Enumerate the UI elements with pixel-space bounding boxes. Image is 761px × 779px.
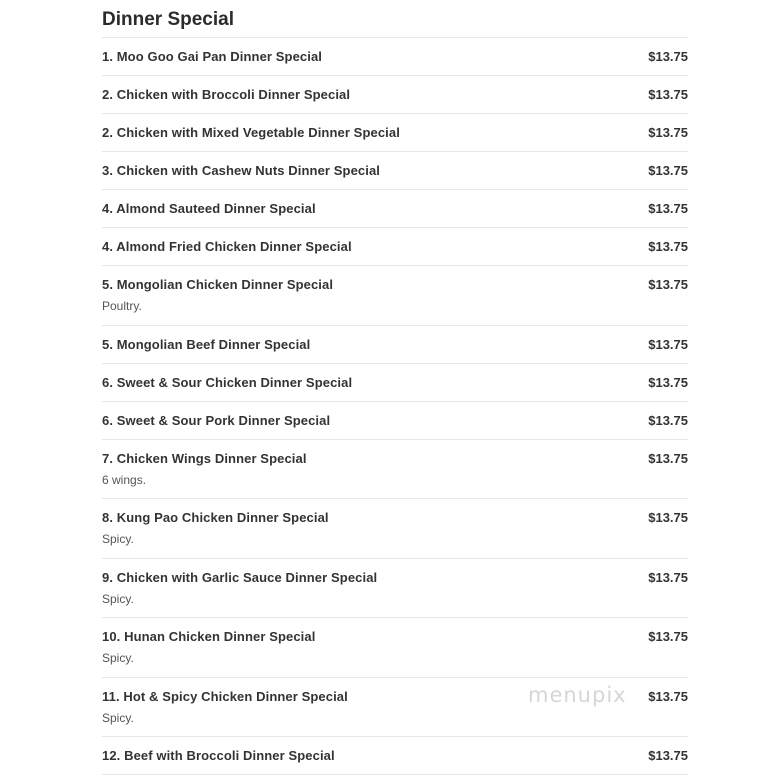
menu-item-description: Poultry. bbox=[102, 299, 142, 313]
menu-item-price: $13.75 bbox=[648, 412, 688, 428]
menu-item-name: 5. Mongolian Beef Dinner Special bbox=[102, 336, 311, 352]
menu-item[interactable] bbox=[102, 499, 688, 559]
menu-item[interactable] bbox=[102, 266, 688, 326]
menu-section bbox=[102, 0, 688, 775]
menu-item-name: 6. Sweet & Sour Pork Dinner Special bbox=[102, 412, 331, 428]
menu-item-price: $13.75 bbox=[648, 336, 688, 352]
menu-item-price: $13.75 bbox=[648, 239, 688, 254]
menu-item[interactable] bbox=[102, 402, 688, 440]
menu-item-list bbox=[102, 38, 688, 775]
menu-item-name: 4. Almond Fried Chicken Dinner Special bbox=[102, 239, 352, 254]
menu-item[interactable] bbox=[102, 737, 688, 775]
menu-item-description: 6 wings. bbox=[102, 472, 147, 487]
menu-item-description: Spicy. bbox=[102, 710, 134, 725]
menu-item-price: $13.75 bbox=[648, 49, 688, 64]
menu-item-name: 2. Chicken with Mixed Vegetable Dinner Special bbox=[102, 125, 400, 140]
menu-item-price: $13.75 bbox=[648, 748, 688, 763]
menu-item[interactable] bbox=[102, 326, 688, 364]
menu-item[interactable] bbox=[102, 618, 688, 678]
menu-item[interactable] bbox=[102, 228, 688, 266]
menu-item-name: 2. Chicken with Broccoli Dinner Special bbox=[102, 87, 351, 102]
menu-item-name: 3. Chicken with Cashew Nuts Dinner Special bbox=[102, 163, 380, 178]
menu-item-description: Spicy. bbox=[102, 532, 134, 546]
menu-item-price: $13.75 bbox=[648, 629, 688, 644]
menu-item-name: 11. Hot & Spicy Chicken Dinner Special bbox=[102, 688, 348, 704]
menu-item-price: $13.75 bbox=[648, 87, 688, 102]
menu-item-price: $13.75 bbox=[648, 277, 688, 292]
menu-item-description: Spicy. bbox=[102, 651, 134, 665]
menu-item-name: 4. Almond Sauteed Dinner Special bbox=[102, 201, 316, 216]
watermark-logo: menupix bbox=[528, 683, 627, 707]
menu-item[interactable] bbox=[102, 38, 688, 76]
menu-item-price: $13.75 bbox=[648, 201, 688, 216]
menu-item-name: 5. Mongolian Chicken Dinner Special bbox=[102, 277, 334, 292]
menu-item-price: $13.75 bbox=[648, 510, 688, 525]
menu-item[interactable] bbox=[102, 364, 688, 402]
menu-item-name: 10. Hunan Chicken Dinner Special bbox=[102, 629, 316, 644]
menu-item-name: 7. Chicken Wings Dinner Special bbox=[102, 450, 307, 466]
menu-item-name: 8. Kung Pao Chicken Dinner Special bbox=[102, 510, 329, 525]
menu-item[interactable] bbox=[102, 114, 688, 152]
menu-item-name: 12. Beef with Broccoli Dinner Special bbox=[102, 748, 335, 763]
menu-item-price: $13.75 bbox=[648, 450, 688, 466]
menu-item-price: $13.75 bbox=[648, 163, 688, 178]
menu-item-price: $13.75 bbox=[648, 569, 688, 585]
menu-item[interactable] bbox=[102, 152, 688, 190]
menu-item-description: Spicy. bbox=[102, 591, 134, 606]
menu-item-name: 1. Moo Goo Gai Pan Dinner Special bbox=[102, 49, 323, 64]
menu-item-name: 9. Chicken with Garlic Sauce Dinner Special bbox=[102, 569, 378, 585]
menu-item[interactable] bbox=[102, 559, 688, 619]
menu-item[interactable] bbox=[102, 190, 688, 228]
menu-item[interactable] bbox=[102, 76, 688, 114]
section-title: Dinner Special bbox=[102, 0, 688, 38]
menu-item-name: 6. Sweet & Sour Chicken Dinner Special bbox=[102, 374, 353, 390]
menu-item-price: $13.75 bbox=[648, 125, 688, 140]
menu-item-price: $13.75 bbox=[648, 688, 688, 704]
menu-item[interactable] bbox=[102, 440, 688, 500]
menu-item-price: $13.75 bbox=[648, 374, 688, 390]
